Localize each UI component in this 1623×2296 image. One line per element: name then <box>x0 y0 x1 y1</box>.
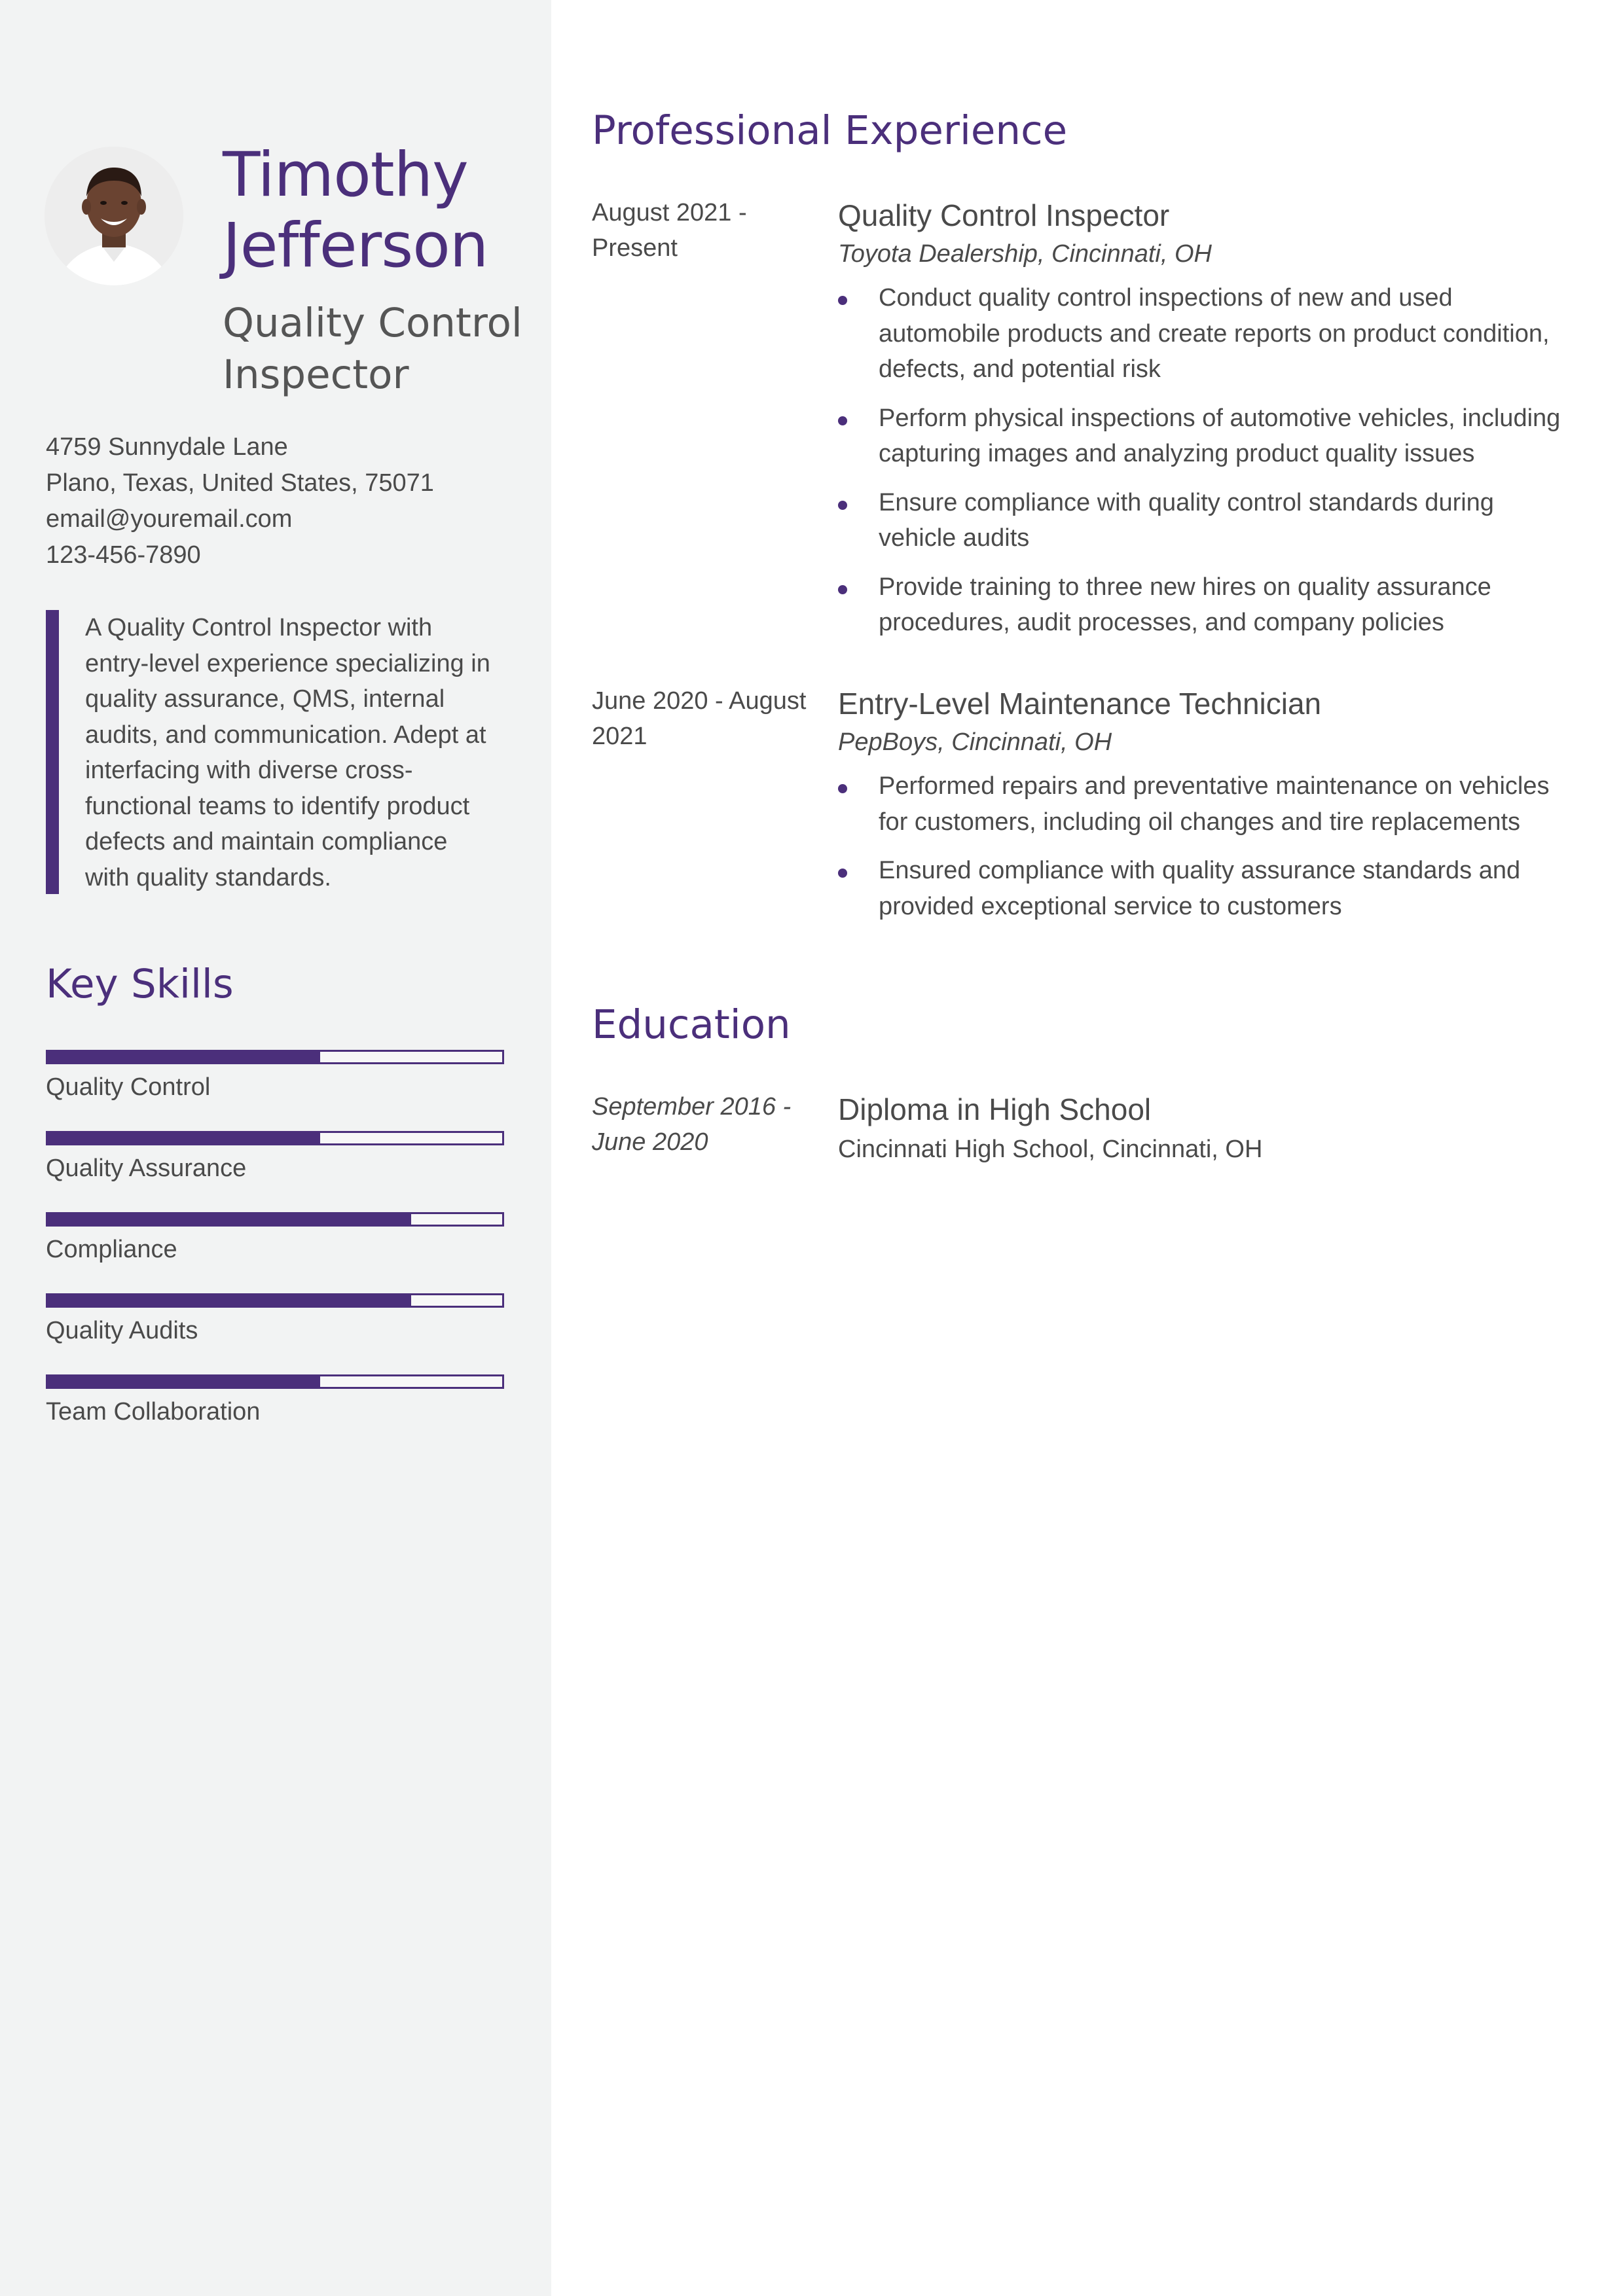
bullet-item <box>838 401 1591 472</box>
skill-bar-fill <box>48 1133 320 1143</box>
summary-line: quality assurance, QMS, internal <box>85 685 445 713</box>
job-bullets <box>838 280 1591 641</box>
skill-label: Quality Assurance <box>46 1155 247 1182</box>
job-company: Toyota Dealership, Cincinnati, OH <box>838 240 1212 268</box>
date-line-2: 2021 <box>592 723 647 750</box>
summary-line: A Quality Control Inspector with <box>85 614 433 641</box>
profile-summary <box>46 610 517 894</box>
bullet-line: procedures, audit processes, and company policies <box>879 609 1444 636</box>
date-line-1: August 2021 - <box>592 199 747 226</box>
bullet-line: automobile products and create reports on product condition, <box>879 319 1550 348</box>
education-heading: Education <box>592 1001 791 1048</box>
avatar <box>45 147 183 285</box>
skill-label: Compliance <box>46 1236 177 1263</box>
bullet-line: Conduct quality control inspections of new and used <box>879 284 1453 312</box>
skill-item <box>46 1293 504 1374</box>
job-title: Entry-Level Maintenance Technician <box>838 687 1322 721</box>
bullet-line: Ensured compliance with quality assurance standards and <box>879 857 1521 884</box>
address-line-1: 4759 Sunnydale Lane <box>46 433 288 461</box>
summary-line: defects and maintain compliance <box>85 828 448 855</box>
skill-label: Quality Audits <box>46 1317 198 1344</box>
bullet-dot-icon <box>838 869 847 878</box>
bullet-line: capturing images and analyzing product quality issues <box>879 440 1475 467</box>
sidebar <box>0 0 551 2296</box>
experience-heading: Professional Experience <box>592 107 1068 154</box>
job-dates <box>592 683 814 754</box>
bullet-dot-icon <box>838 784 847 793</box>
skill-bar-fill <box>48 1376 320 1387</box>
candidate-name <box>223 140 537 281</box>
bullet-line: Provide training to three new hires on quality assurance <box>879 573 1491 601</box>
bullet-item <box>838 768 1591 840</box>
date-line-2: Present <box>592 234 678 262</box>
summary-line: interfacing with diverse cross- <box>85 757 413 784</box>
education-entry <box>838 1089 1591 1168</box>
skills-list <box>46 1050 504 1456</box>
skill-item <box>46 1131 504 1212</box>
bullet-line: for customers, including oil changes and tire replacements <box>879 808 1521 836</box>
name-first: Timothy <box>223 139 468 211</box>
bullet-line: Ensure compliance with quality control standards during <box>879 488 1494 516</box>
skill-item <box>46 1050 504 1131</box>
education-dates <box>592 1089 814 1160</box>
phone-number: 123-456-7890 <box>46 541 201 569</box>
skill-bar <box>46 1131 504 1145</box>
skill-item <box>46 1212 504 1293</box>
skill-bar-fill <box>48 1295 411 1306</box>
contact-info <box>46 429 530 573</box>
bullet-line: Performed repairs and preventative maintenance on vehicles <box>879 772 1550 800</box>
address-line-2: Plano, Texas, United States, 75071 <box>46 469 434 497</box>
skill-bar-fill <box>48 1052 320 1062</box>
email-link[interactable]: email@youremail.com <box>46 505 293 533</box>
job-dates <box>592 195 814 266</box>
main-content <box>551 0 1623 2296</box>
date-line-2: June 2020 <box>592 1128 708 1156</box>
degree-title: Diploma in High School <box>838 1092 1152 1126</box>
bullet-line: defects, and potential risk <box>879 355 1161 383</box>
date-line-1: September 2016 - <box>592 1093 792 1121</box>
skill-label: Team Collaboration <box>46 1398 261 1426</box>
skill-bar <box>46 1374 504 1389</box>
bullet-dot-icon <box>838 585 847 594</box>
summary-line: audits, and communication. Adept at <box>85 721 486 749</box>
job-entry <box>838 683 1591 937</box>
job-bullets <box>838 768 1591 924</box>
bullet-line: provided exceptional service to customers <box>879 892 1342 920</box>
bullet-item <box>838 485 1591 556</box>
job-title: Quality Control Inspector <box>838 198 1170 232</box>
school-name: Cincinnati High School, Cincinnati, OH <box>838 1136 1263 1163</box>
title-line-1: Quality Control <box>223 300 522 346</box>
profile-photo <box>45 147 183 285</box>
bullet-item <box>838 280 1591 387</box>
skill-bar <box>46 1050 504 1064</box>
skill-item <box>46 1374 504 1456</box>
bullet-dot-icon <box>838 416 847 425</box>
skills-heading: Key Skills <box>46 961 234 1007</box>
summary-line: functional teams to identify product <box>85 792 470 820</box>
name-last: Jefferson <box>223 210 488 281</box>
bullet-item <box>838 853 1591 924</box>
date-line-1: June 2020 - August <box>592 687 807 715</box>
bullet-dot-icon <box>838 501 847 510</box>
bullet-line: Perform physical inspections of automotive vehicles, including <box>879 404 1561 432</box>
bullet-line: vehicle audits <box>879 524 1030 552</box>
skill-label: Quality Control <box>46 1073 211 1101</box>
summary-line: with quality standards. <box>85 863 331 891</box>
title-line-2: Inspector <box>223 351 409 398</box>
bullet-item <box>838 569 1591 641</box>
skill-bar-fill <box>48 1214 411 1225</box>
job-title-header <box>223 297 537 401</box>
job-entry <box>838 195 1591 654</box>
bullet-dot-icon <box>838 296 847 305</box>
skill-bar <box>46 1212 504 1227</box>
summary-line: entry-level experience specializing in <box>85 649 490 677</box>
job-company: PepBoys, Cincinnati, OH <box>838 728 1112 756</box>
skill-bar <box>46 1293 504 1308</box>
